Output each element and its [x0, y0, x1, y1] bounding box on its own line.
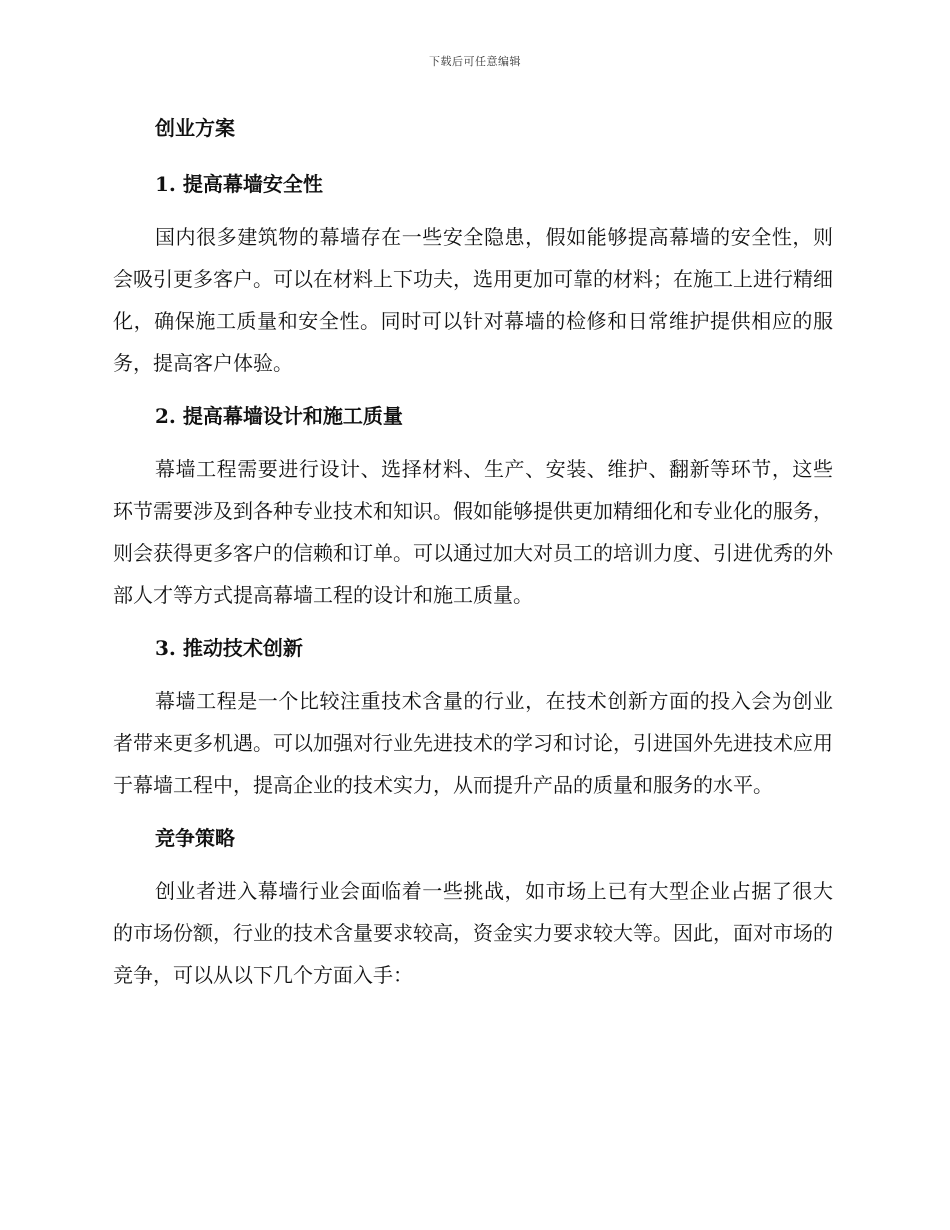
document-body	[113, 110, 833, 996]
section-heading-quality: 2. 提高幕墙设计和施工质量	[155, 404, 403, 428]
header-note: 下载后可任意编辑	[429, 55, 521, 68]
section-paragraph-innovation: 幕墙工程是一个比较注重技术含量的行业，在技术创新方面的投入会为创业者带来更多机遇。可以加强对行业先进技术的学习和讨论，引进国外先进技术应用于幕墙工程中，提高企业的技术实力，从而提升产品的质量和服务的水平。	[113, 689, 833, 797]
section-heading-competition: 竞争策略	[155, 826, 235, 850]
section-heading-safety: 1. 提高幕墙安全性	[155, 172, 323, 196]
section-paragraph-safety: 国内很多建筑物的幕墙存在一些安全隐患，假如能够提高幕墙的安全性，则会吸引更多客户。可以在材料上下功夫，选用更加可靠的材料；在施工上进行精细化，确保施工质量和安全性。同时可以针对幕墙的检修和日常维护提供相应的服务，提高客户体验。	[113, 225, 833, 375]
section-heading-innovation: 3. 推动技术创新	[155, 636, 303, 660]
document-title: 创业方案	[155, 116, 235, 140]
section-paragraph-quality: 幕墙工程需要进行设计、选择材料、生产、安装、维护、翻新等环节，这些环节需要涉及到各种专业技术和知识。假如能够提供更加精细化和专业化的服务，则会获得更多客户的信赖和订单。可以通过加大对员工的培训力度、引进优秀的外部人才等方式提高幕墙工程的设计和施工质量。	[113, 457, 833, 607]
section-paragraph-competition: 创业者进入幕墙行业会面临着一些挑战，如市场上已有大型企业占据了很大的市场份额，行业的技术含量要求较高，资金实力要求较大等。因此，面对市场的竞争，可以从以下几个方面入手：	[113, 879, 833, 987]
